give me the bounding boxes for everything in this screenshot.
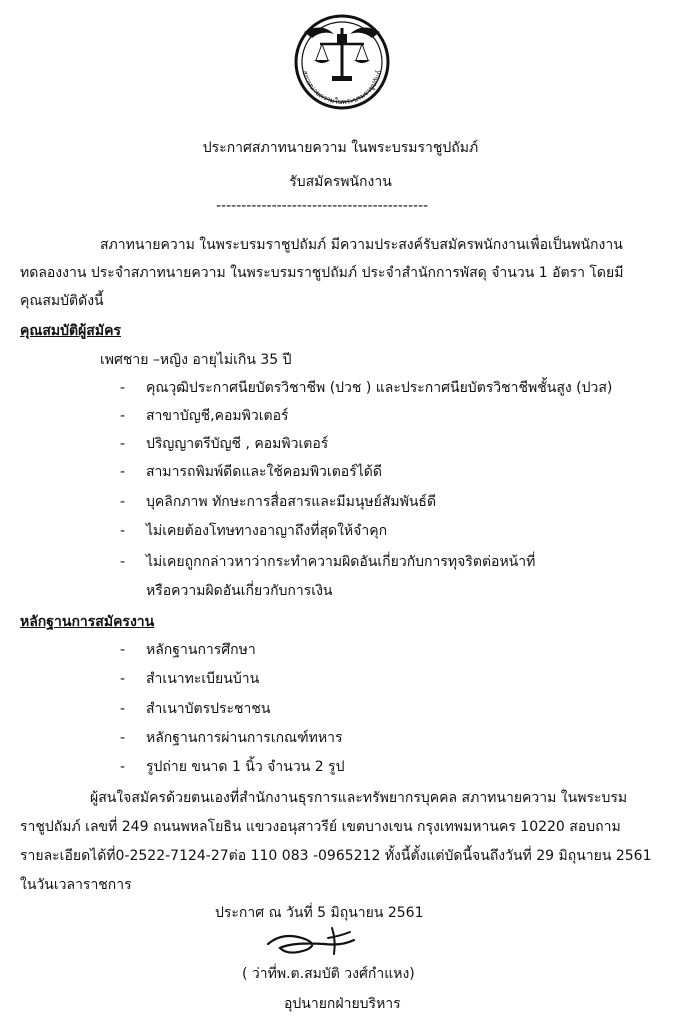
closing-line-2: ราชูปถัมภ์ เลขที่ 249 ถนนพหลโยธิน แขวงอนุสาวรีย์ เขตบางเขน กรุงเทพมหานคร 10220 สอบถาม bbox=[20, 819, 621, 835]
list-bullet: - bbox=[120, 408, 126, 424]
list-bullet: - bbox=[120, 730, 126, 746]
closing-line-3: รายละเอียดได้ที่0-2522-7124-27ต่อ 110 083 -0965212 ทั้งนี้ตั้งแต่บัดนี้จนถึงวันที่ 29 มิถุนายน 2561 bbox=[20, 848, 652, 864]
qualification-item: ไม่เคยถูกกล่าวหาว่ากระทำความผิดอันเกี่ยวกับการทุจริตต่อหน้าที่ bbox=[146, 554, 536, 570]
seal-text: สภาทนายความในพระบรมราชูปถัมภ์ bbox=[300, 69, 384, 107]
qualification-item-continued: หรือความผิดอันเกี่ยวกับการเงิน bbox=[146, 583, 333, 599]
document-item: รูปถ่าย ขนาด 1 นิ้ว จำนวน 2 รูป bbox=[146, 759, 345, 775]
document-item: หลักฐานการผ่านการเกณฑ์ทหาร bbox=[146, 730, 343, 746]
list-bullet: - bbox=[120, 642, 126, 658]
list-bullet: - bbox=[120, 671, 126, 687]
documents-heading: หลักฐานการสมัครงาน bbox=[20, 614, 155, 630]
list-bullet: - bbox=[120, 464, 126, 480]
closing-line-4: ในวันเวลาราชการ bbox=[20, 877, 132, 893]
qualification-item: ปริญญาตรีบัญชี , คอมพิวเตอร์ bbox=[146, 436, 329, 452]
signer-position: อุปนายกฝ่ายบริหาร bbox=[284, 996, 401, 1012]
signature-image bbox=[262, 918, 372, 964]
qualification-item: สาขาบัญชี,คอมพิวเตอร์ bbox=[146, 408, 289, 424]
list-bullet: - bbox=[120, 436, 126, 452]
closing-line-1: ผู้สนใจสมัครด้วยตนเองที่สำนักงานธุรการและทรัพยากรบุคคล สภาทนายความ ในพระบรม bbox=[90, 790, 628, 806]
list-bullet: - bbox=[120, 554, 126, 570]
announcement-date: ประกาศ ณ วันที่ 5 มิถุนายน 2561 bbox=[215, 905, 424, 921]
qualifications-heading: คุณสมบัติผู้สมัคร bbox=[20, 323, 121, 339]
title-divider: ------------------------------------------ bbox=[216, 198, 429, 214]
council-seal-logo bbox=[282, 12, 402, 112]
signer-name: ( ว่าที่พ.ต.สมบัติ วงศ์กำแหง) bbox=[242, 966, 415, 982]
page-title: ประกาศสภาทนายความ ในพระบรมราชูปถัมภ์ bbox=[202, 140, 479, 156]
list-bullet: - bbox=[120, 523, 126, 539]
intro-line-1: สภาทนายความ ในพระบรมราชูปถัมภ์ มีความประสงค์รับสมัครพนักงานเพื่อเป็นพนักงาน bbox=[100, 237, 623, 253]
document-item: สำเนาทะเบียนบ้าน bbox=[146, 671, 260, 687]
list-bullet: - bbox=[120, 759, 126, 775]
qualification-item: สามารถพิมพ์ดีดและใช้คอมพิวเตอร์ได้ดี bbox=[146, 464, 382, 480]
document-item: สำเนาบัตรประชาชน bbox=[146, 701, 271, 717]
qualification-item: ไม่เคยต้องโทษทางอาญาถึงที่สุดให้จำคุก bbox=[146, 523, 388, 539]
document-item: หลักฐานการศึกษา bbox=[146, 642, 256, 658]
intro-line-3: คุณสมบัติดังนี้ bbox=[20, 293, 104, 309]
page-subtitle: รับสมัครพนักงาน bbox=[289, 174, 392, 190]
intro-line-2: ทดลองงาน ประจำสภาทนายความ ในพระบรมราชูปถัมภ์ ประจำสำนักการพัสดุ จำนวน 1 อัตรา โดยมี bbox=[20, 265, 624, 281]
qualification-item: บุคลิกภาพ ทักษะการสื่อสารและมีมนุษย์สัมพันธ์ดี bbox=[146, 494, 437, 510]
gender-age-requirement: เพศชาย –หญิง อายุไม่เกิน 35 ปี bbox=[100, 352, 292, 368]
list-bullet: - bbox=[120, 494, 126, 510]
list-bullet: - bbox=[120, 380, 126, 396]
qualification-item: คุณวุฒิประกาศนียบัตรวิชาชีพ (ปวช ) และประกาศนียบัตรวิชาชีพชั้นสูง (ปวส) bbox=[146, 380, 613, 396]
list-bullet: - bbox=[120, 701, 126, 717]
